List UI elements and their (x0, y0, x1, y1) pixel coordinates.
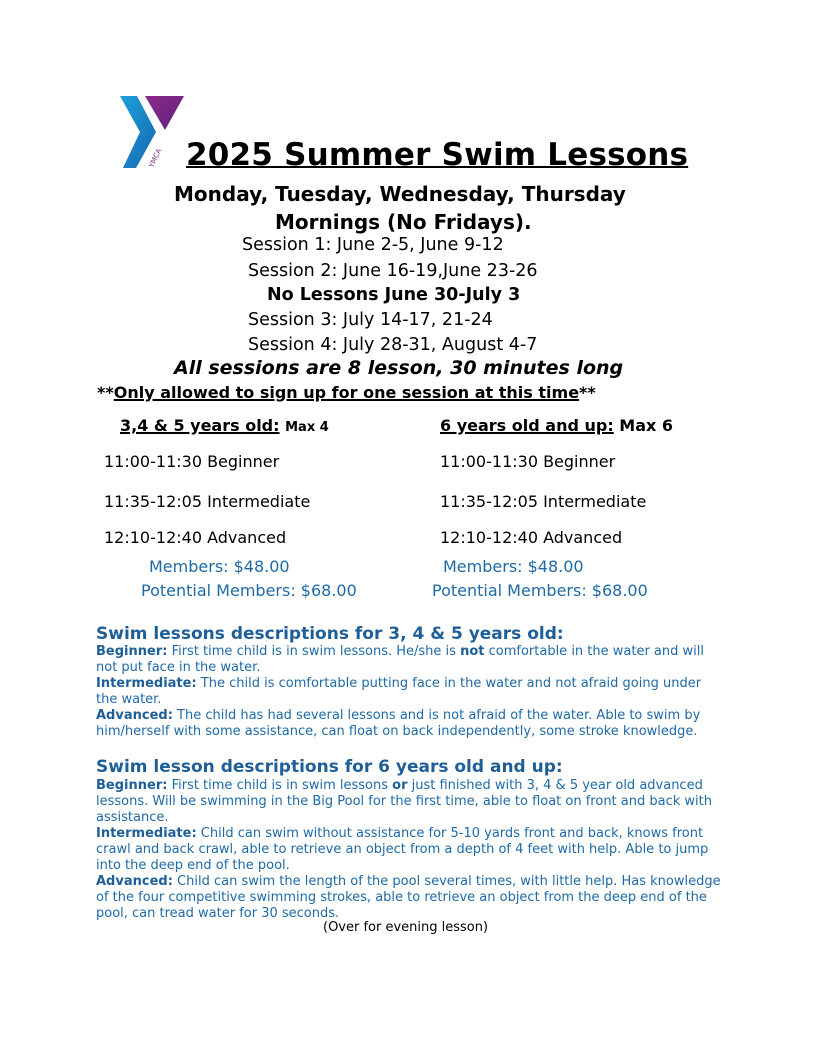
desc-intermediate (96, 826, 726, 874)
session-2: Session 2: June 16-19,June 23-26 (248, 261, 538, 281)
ymca-logo (120, 96, 186, 170)
slot-beginner: 11:00-11:30 Beginner (104, 452, 280, 471)
level-text: Child can swim without assistance for 5-10 yards front and back, knows front crawl and back crawl, able to retrieve an object from a depth of 4 feet with help. Able to jump into the deep end of the pool. (96, 826, 709, 873)
slot-intermediate: 11:35-12:05 Intermediate (440, 492, 647, 511)
group-max: Max 4 (285, 420, 329, 435)
session-length-note: All sessions are 8 lesson, 30 minutes long (174, 357, 624, 379)
descriptions-6-up (96, 778, 726, 922)
group-age-label: 6 years old and up: (440, 416, 614, 435)
page-title: 2025 Summer Swim Lessons (186, 137, 689, 173)
svg-text:YMCA: YMCA (147, 147, 164, 169)
group-heading-6-up (440, 416, 673, 435)
level-label: Advanced: (96, 874, 173, 889)
descriptions-3-5 (96, 644, 726, 740)
level-text: The child is comfortable putting face in the water and not afraid going under the water. (96, 676, 702, 707)
potential-members-price: Potential Members: $68.00 (141, 581, 357, 600)
level-text: just finished with 3, 4 & 5 year old advanced lessons. Will be swimming in the Big Pool for the first time, able to float on front and back with assistance. (96, 778, 712, 825)
slot-advanced: 12:10-12:40 Advanced (104, 528, 287, 547)
group-heading-3-5 (120, 416, 329, 435)
members-price: Members: $48.00 (149, 557, 290, 576)
level-label: Beginner: (96, 644, 168, 659)
potential-members-price: Potential Members: $68.00 (432, 581, 648, 600)
days-line-2: Mornings (No Fridays). (275, 210, 532, 234)
desc-advanced (96, 708, 726, 740)
desc-intermediate (96, 676, 726, 708)
over-note: (Over for evening lesson) (323, 920, 489, 935)
asterisks-right: ** (579, 383, 596, 402)
no-lessons-notice: No Lessons June 30-July 3 (267, 285, 521, 305)
level-text: First time child is in swim lessons. He/she is (167, 644, 461, 659)
signup-limit-text: Only allowed to sign up for one session at this time (113, 383, 580, 402)
level-emphasis: not (460, 644, 485, 659)
level-label: Intermediate: (96, 826, 197, 841)
level-label: Advanced: (96, 708, 173, 723)
asterisks-left: ** (97, 383, 114, 402)
slot-beginner: 11:00-11:30 Beginner (440, 452, 616, 471)
group-max: Max 6 (619, 416, 674, 435)
level-emphasis: or (392, 778, 408, 793)
group-age-label: 3,4 & 5 years old: (120, 416, 280, 435)
level-label: Intermediate: (96, 676, 197, 691)
desc-beginner (96, 644, 726, 676)
level-text: Child can swim the length of the pool several times, with little help. Has knowledge of the four competitive swimming strokes, able to retrieve an object from the deep end of the pool, can tread water for 30 seconds. (96, 874, 721, 921)
level-label: Beginner: (96, 778, 168, 793)
signup-limit-note (97, 383, 596, 402)
level-text: The child has had several lessons and is not afraid of the water. Able to swim by him/herself with some assistance, can float on back independently, some stroke knowledge. (96, 708, 701, 739)
descriptions-title-6-up: Swim lesson descriptions for 6 years old and up: (96, 757, 563, 777)
members-price: Members: $48.00 (443, 557, 584, 576)
level-text: First time child is in swim lessons (167, 778, 393, 793)
slot-intermediate: 11:35-12:05 Intermediate (104, 492, 311, 511)
session-4: Session 4: July 28-31, August 4-7 (248, 335, 538, 355)
descriptions-title-3-5: Swim lessons descriptions for 3, 4 & 5 years old: (96, 624, 564, 644)
ymca-logo-icon (120, 96, 186, 170)
desc-beginner (96, 778, 726, 826)
session-3: Session 3: July 14-17, 21-24 (248, 310, 493, 330)
level-text: comfortable in the water and will not put face in the water. (96, 644, 704, 675)
days-line-1: Monday, Tuesday, Wednesday, Thursday (174, 182, 626, 206)
slot-advanced: 12:10-12:40 Advanced (440, 528, 623, 547)
session-1: Session 1: June 2-5, June 9-12 (242, 235, 504, 255)
desc-advanced (96, 874, 726, 922)
